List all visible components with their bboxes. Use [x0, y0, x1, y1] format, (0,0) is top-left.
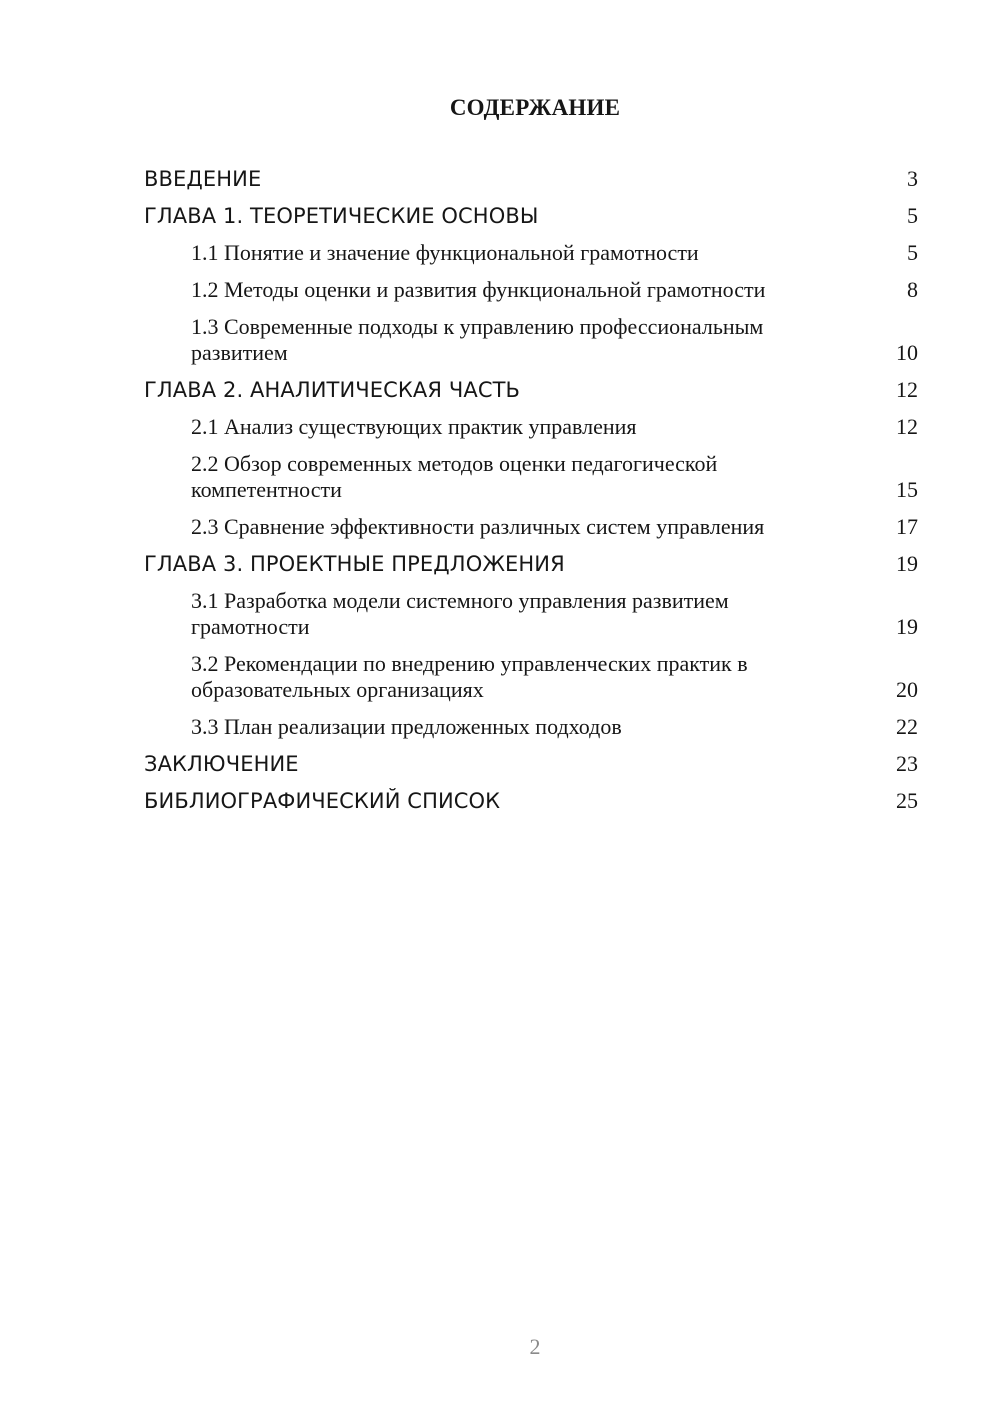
toc-item-section-3-1[interactable] [144, 588, 918, 640]
toc-item-label: БИБЛИОГРАФИЧЕСКИЙ СПИСОК [144, 789, 501, 813]
toc-item-chapter-2[interactable] [144, 377, 918, 403]
toc-item-label: 1.3 Современные подходы к управлению профессиональным развитием [191, 314, 764, 365]
toc-item-label: 2.3 Сравнение эффективности различных систем управления [191, 514, 765, 539]
toc-item-section-2-3[interactable] [144, 514, 918, 540]
toc-item-section-1-3[interactable] [144, 314, 918, 366]
toc-item-section-1-2[interactable] [144, 277, 918, 303]
toc-item-introduction[interactable] [144, 166, 918, 192]
toc-item-chapter-3[interactable] [144, 551, 918, 577]
toc-item-page: 12 [896, 377, 918, 402]
toc-item-label: ГЛАВА 2. АНАЛИТИЧЕСКАЯ ЧАСТЬ [144, 378, 521, 402]
toc-item-page: 23 [896, 751, 918, 776]
toc-item-label: 3.3 План реализации предложенных подходов [191, 714, 622, 739]
toc-item-chapter-1[interactable] [144, 203, 918, 229]
toc-item-section-3-3[interactable] [144, 714, 918, 740]
toc-item-label: 1.2 Методы оценки и развития функциональной грамотности [191, 277, 766, 302]
toc-item-page: 10 [896, 340, 918, 365]
toc-item-page: 20 [896, 677, 918, 702]
table-of-contents [144, 166, 918, 825]
toc-item-label: ЗАКЛЮЧЕНИЕ [144, 752, 299, 776]
page-number: 2 [529, 1334, 541, 1359]
toc-item-page: 8 [907, 277, 918, 302]
toc-item-bibliography[interactable] [144, 788, 918, 814]
toc-item-conclusion[interactable] [144, 751, 918, 777]
toc-item-section-2-1[interactable] [144, 414, 918, 440]
toc-item-section-2-2[interactable] [144, 451, 918, 503]
toc-item-label: 3.2 Рекомендации по внедрению управленческих практик в образовательных организациях [191, 651, 748, 702]
toc-item-label: 2.1 Анализ существующих практик управления [191, 414, 637, 439]
toc-item-label: 2.2 Обзор современных методов оценки педагогической компетентности [191, 451, 718, 502]
toc-item-label: 1.1 Понятие и значение функциональной грамотности [191, 240, 699, 265]
toc-item-section-1-1[interactable] [144, 240, 918, 266]
toc-item-page: 19 [896, 551, 918, 576]
toc-item-label: ВВЕДЕНИЕ [144, 167, 262, 191]
toc-item-page: 5 [907, 240, 918, 265]
toc-item-page: 25 [896, 788, 918, 813]
toc-item-section-3-2[interactable] [144, 651, 918, 703]
toc-item-page: 22 [896, 714, 918, 739]
toc-item-page: 3 [907, 166, 918, 191]
toc-item-label: ГЛАВА 3. ПРОЕКТНЫЕ ПРЕДЛОЖЕНИЯ [144, 552, 565, 576]
toc-item-page: 17 [896, 514, 918, 539]
toc-item-label: 3.1 Разработка модели системного управления развитием грамотности [191, 588, 729, 639]
toc-item-label: ГЛАВА 1. ТЕОРЕТИЧЕСКИЕ ОСНОВЫ [144, 204, 539, 228]
toc-item-page: 5 [907, 203, 918, 228]
toc-item-page: 19 [896, 614, 918, 639]
toc-item-page: 12 [896, 414, 918, 439]
page-title: СОДЕРЖАНИЕ [449, 95, 621, 120]
toc-item-page: 15 [896, 477, 918, 502]
